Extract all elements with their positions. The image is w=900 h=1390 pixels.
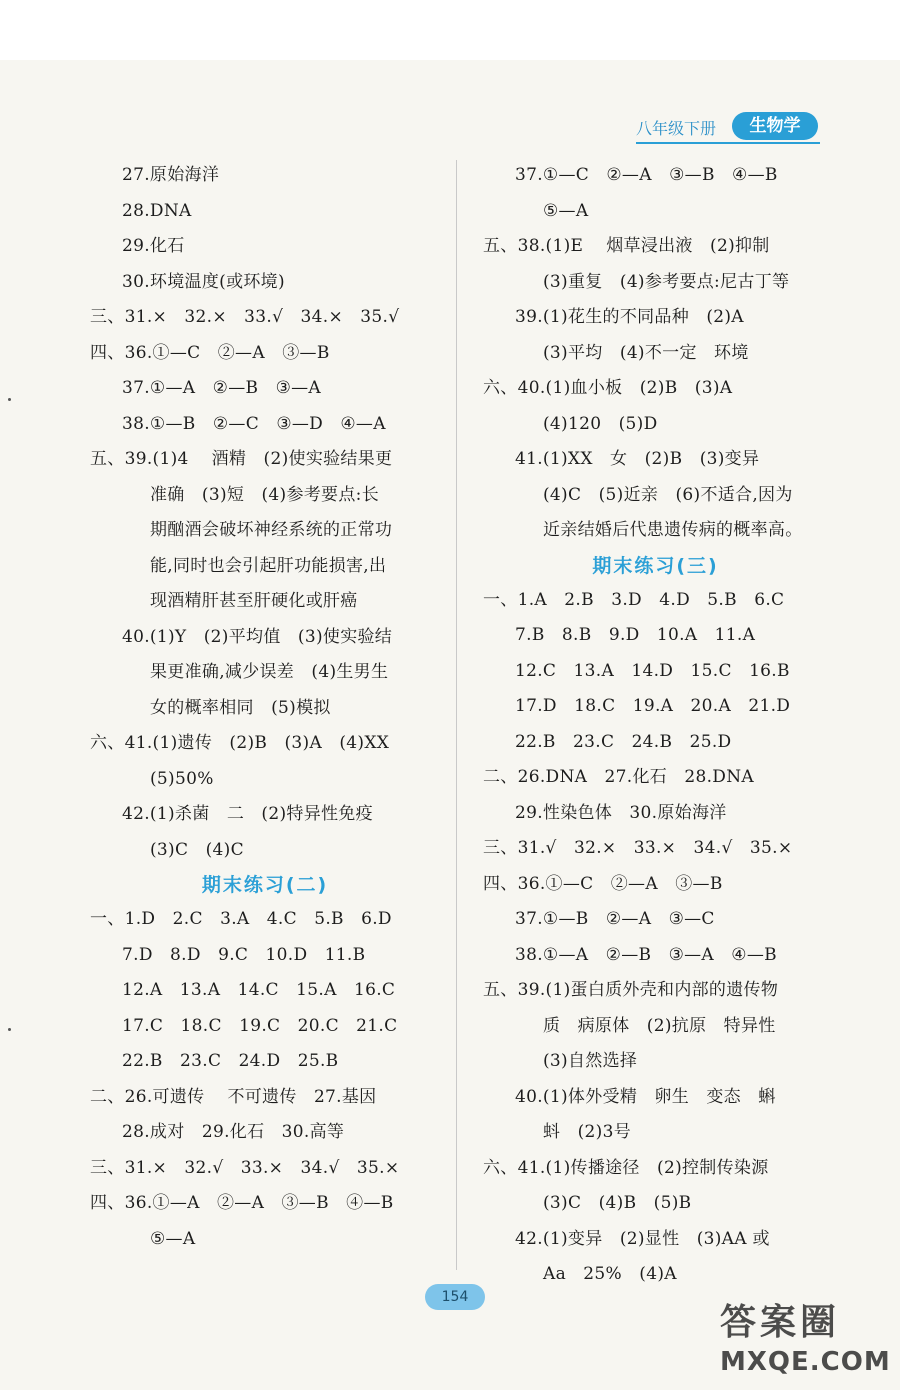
answer-line: 42.(1)杀菌 二 (2)特异性免疫 xyxy=(122,804,373,824)
answer-line: 五、38.(1)E 烟草浸出液 (2)抑制 xyxy=(483,236,770,256)
answer-line: 六、41.(1)传播途径 (2)控制传染源 xyxy=(483,1157,769,1178)
answer-line: 30.环境温度(或环境) xyxy=(122,271,285,292)
grade-label: 八年级下册 xyxy=(636,119,717,138)
answer-line: 37.①—C ②—A ③—B ④—B xyxy=(515,165,778,185)
answer-line: 期酗酒会破坏神经系统的正常功 xyxy=(150,520,393,540)
answer-line: 近亲结婚后代患遗传病的概率高。 xyxy=(543,520,803,540)
answer-line: 12.C 13.A 14.D 15.C 16.B xyxy=(515,660,790,681)
answer-line: 27.原始海洋 xyxy=(122,165,220,185)
watermark-title: 答案圈 xyxy=(720,1302,841,1343)
answer-line: 能,同时也会引起肝功能损害,出 xyxy=(150,555,387,576)
answer-line: 40.(1)Y (2)平均值 (3)使实验结 xyxy=(122,626,393,647)
answer-line: 37.①—B ②—A ③—C xyxy=(515,909,715,929)
answer-line: (3)重复 (4)参考要点:尼古丁等 xyxy=(543,271,790,292)
answer-line: 五、39.(1)蛋白质外壳和内部的遗传物 xyxy=(483,980,779,1000)
answer-line: (5)50% xyxy=(150,768,214,789)
subject-badge: 生物学 xyxy=(732,112,818,140)
scan-mark xyxy=(8,398,11,401)
answer-line: 17.C 18.C 19.C 20.C 21.C xyxy=(122,1015,398,1036)
answer-line: 28.成对 29.化石 30.高等 xyxy=(122,1122,345,1142)
answer-line: 三、31.× 32.× 33.√ 34.× 35.√ xyxy=(90,307,400,327)
answer-line: 果更准确,减少误差 (4)生男生 xyxy=(150,662,389,682)
right-column xyxy=(483,158,828,1293)
answer-line: 40.(1)体外受精 卵生 变态 蝌 xyxy=(515,1086,776,1107)
answer-line: 现酒精肝甚至肝硬化或肝癌 xyxy=(150,591,358,611)
answer-line: (4)C (5)近亲 (6)不适合,因为 xyxy=(543,484,793,505)
answer-line: ⑤—A xyxy=(150,1228,196,1249)
page-top-margin xyxy=(0,0,900,60)
answer-line: 38.①—A ②—B ③—A ④—B xyxy=(515,944,777,965)
answer-line: 7.B 8.B 9.D 10.A 11.A xyxy=(515,625,756,645)
watermark-logo xyxy=(720,1300,895,1386)
answer-line: 六、40.(1)血小板 (2)B (3)A xyxy=(483,378,733,398)
answer-line: 准确 (3)短 (4)参考要点:长 xyxy=(150,484,379,505)
section-title-exercise-3: 期末练习(三) xyxy=(592,554,719,577)
answer-line: 37.①—A ②—B ③—A xyxy=(122,378,322,398)
answer-line: 五、39.(1)4 酒精 (2)使实验结果更 xyxy=(90,449,393,469)
answer-line: 蚪 (2)3号 xyxy=(543,1122,631,1142)
answer-line: ⑤—A xyxy=(543,200,589,221)
section-title-exercise-2: 期末练习(二) xyxy=(201,874,329,896)
answer-line: 7.D 8.D 9.C 10.D 11.B xyxy=(122,944,366,965)
answer-line: (4)120 (5)D xyxy=(543,413,658,434)
answer-line: 29.性染色体 30.原始海洋 xyxy=(515,802,727,823)
answer-line: 41.(1)XX 女 (2)B (3)变异 xyxy=(515,449,760,469)
answer-line: Aa 25% (4)A xyxy=(543,1264,677,1284)
answer-line: 质 病原体 (2)抗原 特异性 xyxy=(543,1015,776,1036)
answer-line: 38.①—B ②—C ③—D ④—A xyxy=(122,413,386,434)
scan-mark xyxy=(8,1028,11,1031)
answer-line: 29.化石 xyxy=(122,236,185,256)
page-header xyxy=(636,112,820,146)
answer-line: 三、31.× 32.√ 33.× 34.√ 35.× xyxy=(90,1157,400,1178)
page-number: 154 xyxy=(425,1284,485,1310)
answer-line: 四、36.①—A ②—A ③—B ④—B xyxy=(90,1193,394,1213)
answer-line: (3)C (4)B (5)B xyxy=(543,1193,692,1213)
answer-line: 女的概率相同 (5)模拟 xyxy=(150,697,331,718)
left-column xyxy=(90,158,440,1257)
answer-line: 二、26.DNA 27.化石 28.DNA xyxy=(483,767,754,787)
answer-line: 17.D 18.C 19.A 20.A 21.D xyxy=(515,696,791,716)
watermark-url: MXQE.COM xyxy=(720,1347,891,1377)
answer-line: 六、41.(1)遗传 (2)B (3)A (4)XX xyxy=(90,733,390,753)
answer-line: (3)平均 (4)不一定 环境 xyxy=(543,342,749,363)
answer-line: 四、36.①—C ②—A ③—B xyxy=(90,342,330,363)
answer-line: 42.(1)变异 (2)显性 (3)AA 或 xyxy=(515,1228,770,1249)
answer-line: 12.A 13.A 14.C 15.A 16.C xyxy=(122,980,396,1000)
answer-line: 三、31.√ 32.× 33.× 34.√ 35.× xyxy=(483,838,793,858)
answer-line: 28.DNA xyxy=(122,200,192,221)
answer-line: 一、1.D 2.C 3.A 4.C 5.B 6.D xyxy=(90,909,392,929)
answer-line: (3)C (4)C xyxy=(150,839,244,860)
answer-line: 四、36.①—C ②—A ③—B xyxy=(483,873,723,894)
answer-line: (3)自然选择 xyxy=(543,1051,638,1071)
answer-line: 22.B 23.C 24.D 25.B xyxy=(122,1051,339,1071)
answer-line: 一、1.A 2.B 3.D 4.D 5.B 6.C xyxy=(483,589,785,610)
answer-line: 39.(1)花生的不同品种 (2)A xyxy=(515,307,744,327)
answer-line: 22.B 23.C 24.B 25.D xyxy=(515,731,732,752)
header-underline xyxy=(636,142,820,144)
answer-line: 二、26.可遗传 不可遗传 27.基因 xyxy=(90,1086,377,1107)
